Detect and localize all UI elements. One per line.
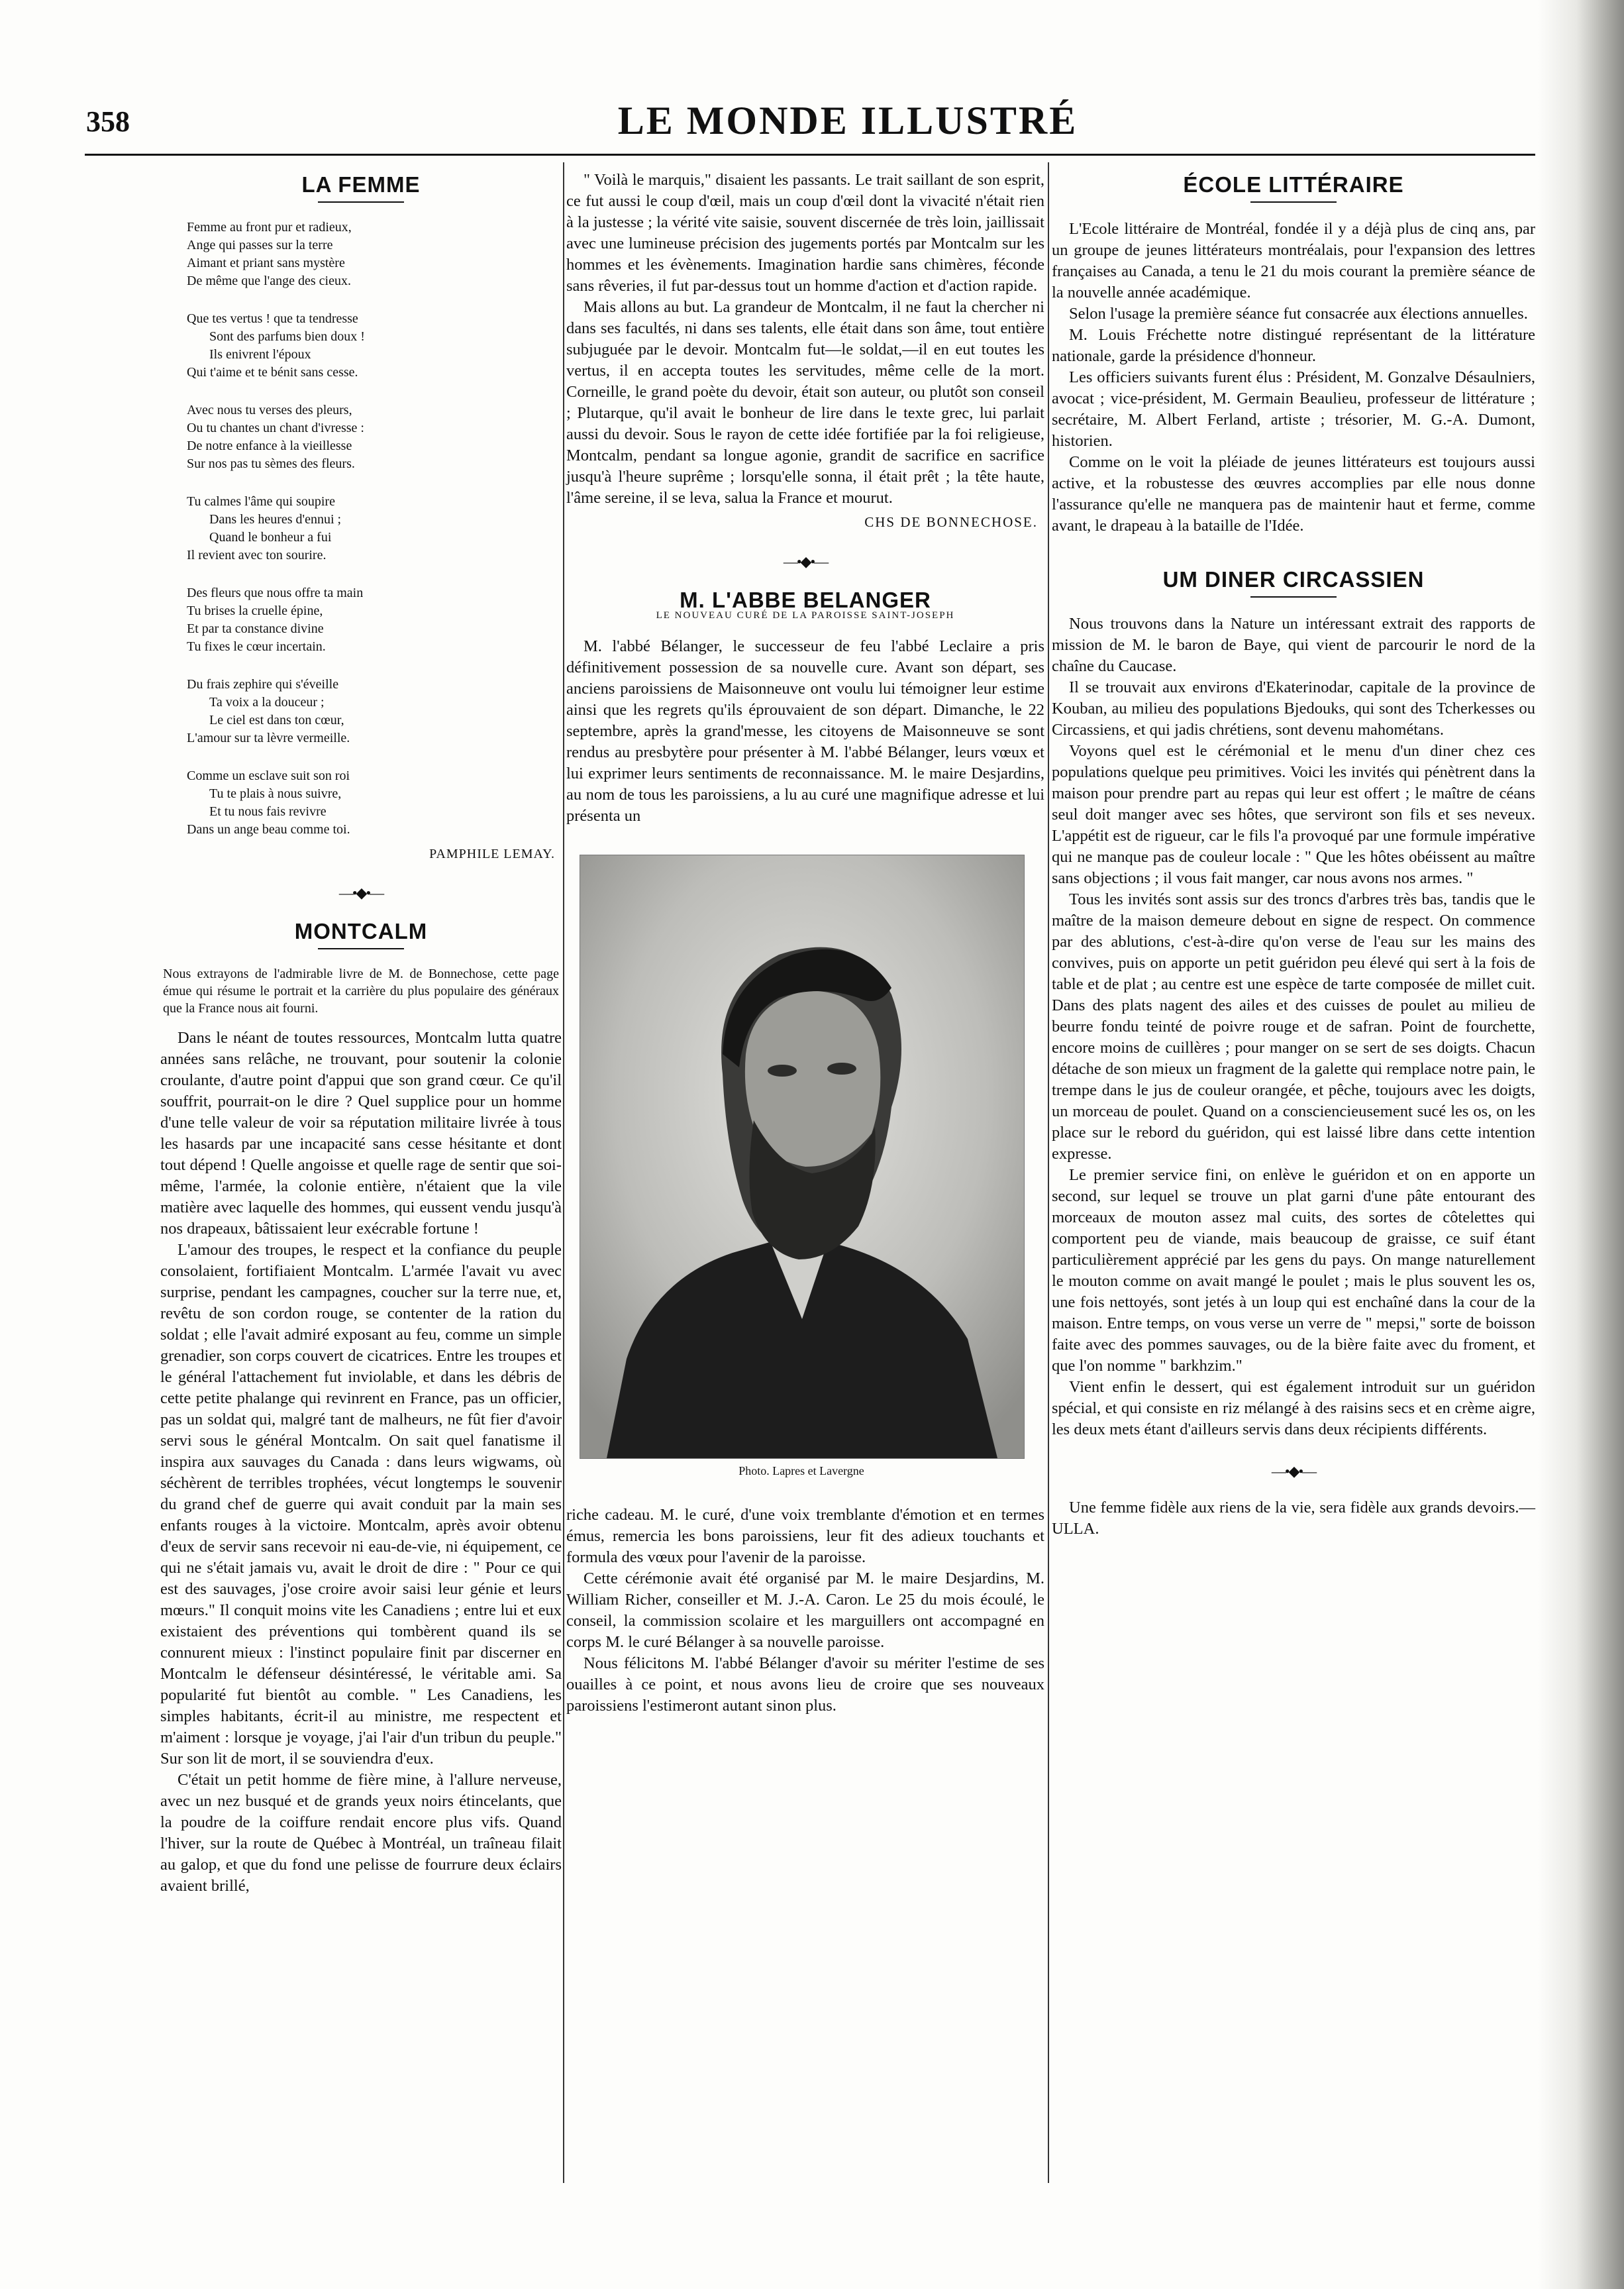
poem-line: Que tes vertus ! que ta tendresse xyxy=(187,311,358,326)
paragraph: L'Ecole littéraire de Montréal, fondée il y a déjà plus de cinq ans, par un groupe de jeunes littérateurs montréalais, pour l'expansion des lettres françaises au Canada, a tenu le 21 du mois courant la première séance de la nouvelle année académique. xyxy=(1052,220,1535,301)
poem-stanza xyxy=(187,676,562,747)
paragraph: Cette cérémonie avait été organisé par M. le maire Desjardins, M. William Richer, conseiller et M. J.-A. Caron. Le 25 du mois écoulé, le conseil, la commission scolaire et les marguillers ont accompagné en corps M. le curé Bélanger à sa nouvelle paroisse. xyxy=(566,1570,1044,1651)
portrait-figure xyxy=(580,855,1023,1478)
paragraph: L'amour des troupes, le respect et la confiance du peuple consolaient, fortifiaient Montcalm. L'armée l'avait vu avec surprise, pendant les campagnes, coucher sur la terre nue, et, revêtu de son cordon rouge, se contenter de la ration du soldat ; elle l'avait admiré exposant au feu, comme un simple grenadier, son corps couvert de cicatrices. Entre les troupes et le général l'attachement fut inviolable, et dans les débris de cette petite phalange qui revinrent en France, pas un officier, pas un soldat qui, malgré tant de malheurs, ne fût fier d'avoir servi sous le général Montcalm. On sait quel fanatisme il inspira aux sauvages du Canada : dans leurs wigwams, où séchèrent de terribles trophées, vécut longtemps le souvenir du grand chef de guerre qui avait conduit par la main ses enfants rouges à la victoire. Montcalm, après avoir obtenu d'eux de servir sans recevoir ni eau-de-vie, ni équipement, ce qui ne s'était jamais vu, avait le droit de dire : " Pour ce qui est des sauvages, j'ose croire avoir saisi leur génie et leurs mœurs." Il conquit moins vite les Canadiens ; entre lui et eux existaient des préventions qui tombèrent quand ils se connurent mieux : l'instinct populaire finit par discerner en Montcalm le défenseur désintéressé, le véritable ami. Sa popularité fut bientôt au comble. " Les Canadiens, les simples habitants, écrit-il au ministre, me respectent et m'aiment : lorsque je voyage, j'ai l'air d'un tribun du peuple." Sur son lit de mort, il se souviendra d'eux. xyxy=(160,1241,562,1768)
paragraph: M. l'abbé Bélanger, le successeur de feu l'abbé Leclaire a pris définitivement possession de sa nouvelle cure. Avant son départ, ses anciens paroissiens de Maisonneuve ont voulu lui témoigner leur estime ainsi que les regrets qu'ils éprouvaient de son départ. Dimanche, le 22 septembre, après la grand'messe, les citoyens de Maisonneuve se sont rendus au presbytère pour présenter à M. l'abbé Bélanger, leurs vœux et lui exprimer leurs sentiments de reconnaissance. M. le maire Desjardins, au nom de tous les paroissiens, a lu au curé une magnifique adresse et lui présenta un xyxy=(566,637,1044,825)
paragraph: Tous les invités sont assis sur des troncs d'arbres très bas, tandis que le maître de la maison demeure debout en signe de respect. On commence par des ablutions, c'est-à-dire qu'on verse de l'eau sur les mains des convives, puis on apporte un petit guéridon peu élevé qui sert à la fois de table et de plat ; au centre est une espèce de tarte composée de millet cuit. Dans des plats nagent des ailes et des cuisses de poulet au milieu de beurre fondu teinté de poivre rouge et de safran. Point de fourchette, encore moins de cuillères ; pour manger on se sert de ses doigts. Chacun détache de son mieux un fragment de la galette qui remplace notre pain, le trempe dans le jus de couleur orangée, et pêche, toujours avec les doigts, un morceau de poulet. Quand on a consciencieusement sucé les os, on les place sur le rebord du guéridon, qui est laissé libre dans cette intention expresse. xyxy=(1052,890,1535,1163)
poem-line: Tu te plais à nous suivre, xyxy=(209,786,342,801)
section-ornament: —•◆•— xyxy=(783,553,828,570)
poem-signature: PAMPHILE LEMAY. xyxy=(429,847,555,861)
paragraph: Vient enfin le dessert, qui est également introduit sur un guéridon spécial, et qui consiste en riz mélangé à des raisins secs et en crème aigre, les deux mets étant d'ailleurs servis dans deux récipients différents. xyxy=(1052,1378,1535,1438)
poem-line: Avec nous tu verses des pleurs, xyxy=(187,403,352,417)
article-title: MONTCALM xyxy=(294,919,428,943)
paragraph: Voyons quel est le cérémonial et le menu d'un diner chez ces populations quelque peu primitives. Voici les invités qui pénètrent dans la maison pour prendre part au repas qui leur est offert ; le maître de céans seul doit manger avec ses hôtes, que serviront son fils et ses neveux. L'appétit est de rigueur, car le fils l'a provoqué par une formule impérative qui ne manque pas de couleur locale : " Que les hôtes obéissent au maître sans objections ; il vous fait manger, car nous avons nos armes. " xyxy=(1052,742,1535,887)
article-intro: Nous extrayons de l'admirable livre de M. de Bonnechose, cette page émue qui résume le portrait et la carrière du plus populaire des généraux que la France nous ait fourni. xyxy=(163,967,559,1016)
paragraph: M. Louis Fréchette notre distingué représentant de la littérature nationale, garde la présidence d'honneur. xyxy=(1052,326,1535,365)
portrait-image xyxy=(580,855,1024,1458)
poem-stanza xyxy=(187,401,562,473)
article-title: UM DINER CIRCASSIEN xyxy=(1162,567,1425,592)
column-rule xyxy=(563,162,564,2183)
title-underline xyxy=(1250,201,1337,203)
section-ornament: —•◆•— xyxy=(1271,1463,1316,1479)
poem-line: Tu brises la cruelle épine, xyxy=(187,604,323,618)
title-underline xyxy=(318,201,404,203)
paragraph: riche cadeau. M. le curé, d'une voix tremblante d'émotion et en termes émus, remercia les bons paroissiens, leur fit des adieux touchants et formula des vœux pour l'avenir de la paroisse. xyxy=(566,1506,1044,1566)
header-rule xyxy=(85,154,1535,156)
column-rule xyxy=(1048,162,1049,2183)
poem-line: Ou tu chantes un chant d'ivresse : xyxy=(187,421,364,435)
title-underline xyxy=(318,948,404,949)
column-right xyxy=(1052,166,1535,1540)
paragraph: Mais allons au but. La grandeur de Montcalm, il ne faut la chercher ni dans ses facultés, ni dans ses talents, elle était dans son âme, tout entière subjuguée par le devoir. Montcalm fut—le soldat,—il en eut toutes les vertus, il en accepta toutes les servitudes, même celle de la mort. Corneille, le grand poète du devoir, était son auteur, ou plutôt son conseil ; Plutarque, qu'il avait le bonheur de lire dans le texte grec, lui parlait aussi du devoir. Sous le rayon de cette idée fortifiée par la foi religieuse, Montcalm, pendant sa longue agonie, grandit de sacrifice en sacrifice jusqu'à l'heure suprême ; lorsqu'elle sonna, il était prêt ; la tête haute, l'âme sereine, il se leva, salua la France et mourut. xyxy=(566,298,1044,507)
article-title: LA FEMME xyxy=(301,172,421,197)
paragraph: Dans le néant de toutes ressources, Montcalm lutta quatre années sans relâche, ne trouvant, pour soutenir la colonie croulante, d'autre point d'appui que son grand cœur. Ce qu'il souffrit, pourrait-on le dire ? Quel supplice pour un homme d'une telle valeur de voir sa réputation militaire livrée à tous les hasards par une incapacité sans cesse hésitante et dont tout dépend ! Quelle angoisse et quelle rage de sentir que soi-même, l'armée, la colonie entière, n'étaient que la vile matière avec laquelle des hommes, qui eussent vendu jusqu'à nos drapeaux, bâtissaient leur exécrable fortune ! xyxy=(160,1029,562,1238)
poem-line: Comme un esclave suit son roi xyxy=(187,769,350,783)
poem-stanza xyxy=(187,767,562,839)
poem-line: Sont des parfums bien doux ! xyxy=(209,329,365,344)
paragraph: Selon l'usage la première séance fut consacrée aux élections annuelles. xyxy=(1069,305,1528,323)
poem-line: Aimant et priant sans mystère xyxy=(187,256,345,270)
paragraph: Il se trouvait aux environs d'Ekaterinodar, capitale de la province de Kouban, au milieu des populations Bjedouks, qui sont des Tcherkesses ou Circassiens, et qui jadis chrétiens, sont devenu mahométans. xyxy=(1052,678,1535,739)
poem-line: Dans un ange beau comme toi. xyxy=(187,822,350,837)
poem-line: Qui t'aime et te bénit sans cesse. xyxy=(187,365,358,380)
article-title: M. L'ABBE BELANGER xyxy=(680,588,931,612)
article-author: CHS DE BONNECHOSE. xyxy=(864,514,1038,530)
poem-line: Ange qui passes sur la terre xyxy=(187,238,333,252)
paragraph: Comme on le voit la pléiade de jeunes littérateurs est toujours aussi active, et la robustesse des œuvres accomplies par elle nous donne l'assurance qu'elle ne manquera pas de maintenir haut et ferme, comme avant, le drapeau à la bataille de l'Idée. xyxy=(1052,453,1535,535)
poem-line: Du frais zephire qui s'éveille xyxy=(187,677,339,692)
page-number: 358 xyxy=(86,105,130,138)
masthead: LE MONDE ILLUSTRÉ xyxy=(617,99,1078,142)
paragraph: " Voilà le marquis," disaient les passants. Le trait saillant de son esprit, ce fut aussi le coup d'œil, mais un coup d'œil dont la vivacité n'était rien à la justesse ; la vérité vite saisie, souvent discernée de très loin, jaillissait avec une lumineuse précision des jugements portés par Montcalm sur les hommes et les évènements. Imagination hardie sans chimères, féconde sans rêveries, il fut par-dessus tout un homme d'action et d'action rapide. xyxy=(566,171,1044,295)
poem-line: Il revient avec ton sourire. xyxy=(187,548,327,562)
article-subtitle: LE NOUVEAU CURÉ DE LA PAROISSE SAINT-JOSEPH xyxy=(656,610,955,621)
poem-line: Ta voix a la douceur ; xyxy=(209,695,325,710)
poem-line: Quand le bonheur a fui xyxy=(209,530,332,545)
photo-caption: Photo. Lapres et Lavergne xyxy=(738,1464,864,1477)
poem-line: De même que l'ange des cieux. xyxy=(187,274,351,288)
poem-line: Des fleurs que nous offre ta main xyxy=(187,586,364,600)
poem-line: L'amour sur ta lèvre vermeille. xyxy=(187,731,350,745)
poem-line: Femme au front pur et radieux, xyxy=(187,220,352,235)
poem xyxy=(160,219,562,839)
page-edge-shadow xyxy=(1538,0,1624,2289)
poem-stanza xyxy=(187,219,562,290)
poem-line: Et par ta constance divine xyxy=(187,621,324,636)
poem-stanza xyxy=(187,310,562,382)
poem-line: Sur nos pas tu sèmes des fleurs. xyxy=(187,456,355,471)
paragraph: Nous félicitons M. l'abbé Bélanger d'avoir su mériter l'estime de ses ouailles à ce point, et nous avons lieu de croire que ses nouveaux paroissiens l'estimeront autant sinon plus. xyxy=(566,1654,1044,1715)
poem-line: Ils enivrent l'époux xyxy=(209,347,311,362)
paragraph: Nous trouvons dans la Nature un intéressant extrait des rapports de mission de M. le baron de Baye, qui vient de parcourir le nord de la chaîne du Caucase. xyxy=(1052,615,1535,675)
poem-stanza xyxy=(187,493,562,564)
section-ornament: —•◆•— xyxy=(338,884,383,901)
paragraph: C'était un petit homme de fière mine, à l'allure nerveuse, avec un nez busqué et de grands yeux noirs étincelants, que la poudre de la coiffure rendait encore plus vifs. Quand l'hiver, sur la route de Québec à Montréal, un traîneau filait au galop, et que du fond une pelisse de fourrure deux éclairs avaient brillé, xyxy=(160,1771,562,1895)
maxim: Une femme fidèle aux riens de la vie, sera fidèle aux grands devoirs.—ULLA. xyxy=(1052,1499,1535,1538)
poem-line: Tu fixes le cœur incertain. xyxy=(187,639,326,654)
poem-line: De notre enfance à la vieillesse xyxy=(187,439,352,453)
poem-line: Et tu nous fais revivre xyxy=(209,804,327,819)
paragraph: Le premier service fini, on enlève le guéridon et on en apporte un second, sur lequel se trouve un plat garni d'une pâte entourant des morceaux de mouton assez mal cuits, des sortes de côtelettes qui comportent peu de viande, mais beaucoup de graisse, ce suif étant particulièrement apprécié par les gens du pays. On mange naturellement le mouton comme on avait mangé le poulet ; mais le plus souvent les os, une fois nettoyés, sont jetés à un loup qui est enchaîné dans la cour de la maison. Entre temps, on vous verse un verre de " mepsi," sorte de boisson faite avec des pommes sauvages, ou de la bière faite avec du froment, et que l'on nomme " barkhzim." xyxy=(1052,1166,1535,1375)
article-title: ÉCOLE LITTÉRAIRE xyxy=(1183,172,1404,197)
spacer xyxy=(1052,537,1535,560)
poem-line: Le ciel est dans ton cœur, xyxy=(209,713,344,727)
column-left xyxy=(160,166,562,1897)
column-middle xyxy=(566,166,1044,1717)
title-underline xyxy=(1250,596,1337,598)
portrait-photo xyxy=(580,855,1025,1459)
poem-line: Tu calmes l'âme qui soupire xyxy=(187,494,335,509)
poem-stanza xyxy=(187,584,562,656)
paragraph: Les officiers suivants furent élus : Président, M. Gonzalve Désaulniers, avocat ; vice-président, M. Germain Beaulieu, professeur de littérature ; secrétaire, M. Albert Ferland, artiste ; trésorier, M. G.-A. Dumont, historien. xyxy=(1052,368,1535,450)
poem-line: Dans les heures d'ennui ; xyxy=(209,512,342,527)
